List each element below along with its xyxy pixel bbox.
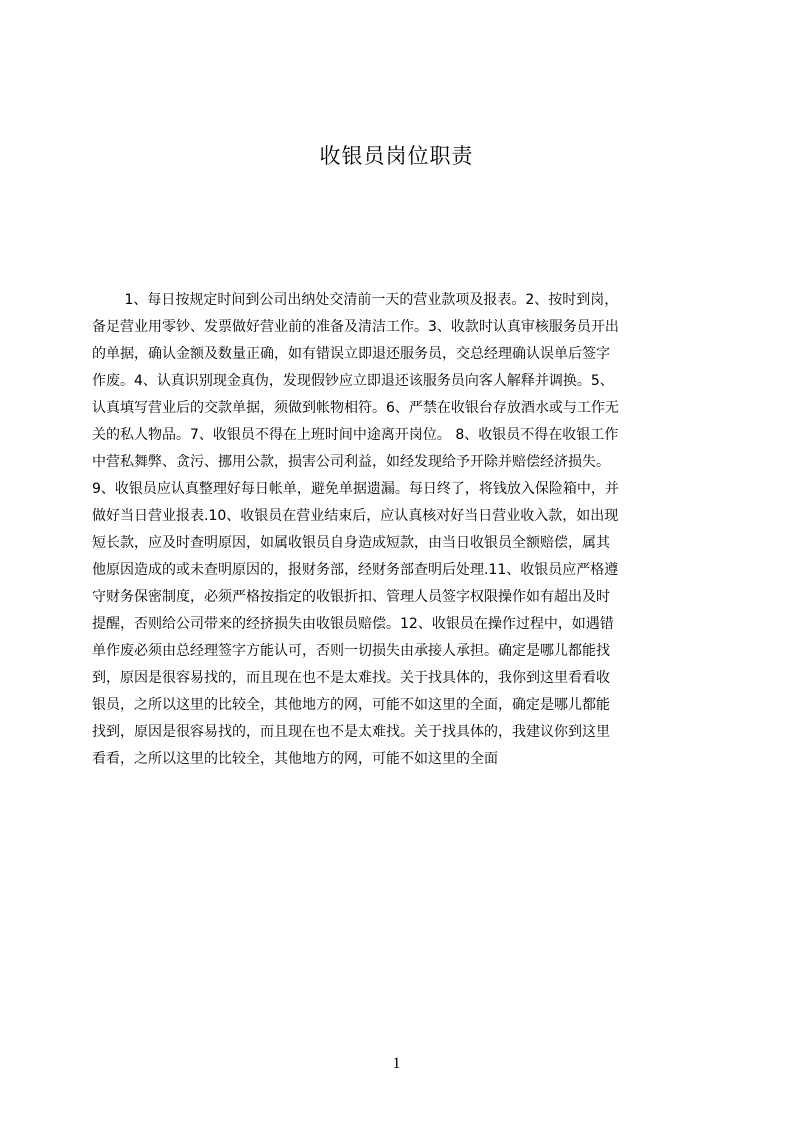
text-line: 做好当日营业报表.10、收银员在营业结束后，应认真核对好当日营业收入款，如出现 [92, 508, 619, 524]
text-line: 银员，之所以这里的比较全，其他地方的网，可能不如这里的全面，确定是哪儿都能 [92, 697, 610, 713]
text-line: 9、收银员应认真整理好每日帐单，避免单据遗漏。每日终了，将钱放入保险箱中，并 [92, 481, 619, 497]
text-line: 提醒，否则给公司带来的经挤损失由收银员赔偿。12、收银员在操作过程中，如遇错 [92, 616, 614, 632]
text-line: 关的私人物品。7、收银员不得在上班时间中途离开岗位。 8、收银员不得在收银工作 [92, 427, 619, 443]
text-line: 守财务保密制度，必须严格按指定的收银折扣、管理人员签字权限操作如有超出及时 [92, 589, 610, 605]
page-title: 收银员岗位职责 [319, 144, 474, 168]
body-paragraph [92, 287, 698, 781]
text-line: 到，原因是很容易找的，而且现在也不是太难找。关于找具体的，我你到这里看看收 [92, 670, 610, 686]
text-line: 单作废必须由总经理签字方能认可，否则一切损失由承接人承担。确定是哪儿都能找 [92, 643, 610, 659]
text-line: 备足营业用零钞、发票做好营业前的准备及清洁工作。3、收款时认真审核服务员开出 [92, 319, 619, 335]
text-line: 的单据，确认金额及数量正确，如有错误立即退还服务员，交总经理确认误单后签字 [92, 346, 610, 362]
text-line: 中营私舞弊、贪污、挪用公款，损害公司利益，如经发现给予开除并赔偿经济损失。 [92, 454, 610, 470]
text-line: 看看，之所以这里的比较全，其他地方的网，可能不如这里的全面 [92, 751, 498, 767]
text-line: 认真填写营业后的交款单据，须做到帐物相符。6、严禁在收银台存放酒水或与工作无 [92, 400, 619, 416]
text-line: 短长款，应及时查明原因，如属收银员自身造成短款，由当日收银员全额赔偿，属其 [92, 535, 610, 551]
page-number: 1 [392, 1055, 401, 1072]
text-line: 1、每日按规定时间到公司出纳处交清前一天的营业款项及报表。2、按时到岗， [92, 292, 619, 308]
text-line: 他原因造成的或未查明原因的，报财务部，经财务部查明后处理.11、收银员应严格遵 [92, 562, 619, 578]
text-line: 作废。4、认真识别现金真伪，发现假钞应立即退还该服务员向客人解释并调换。5、 [92, 373, 614, 389]
text-line: 找到，原因是很容易找的，而且现在也不是太难找。关于找具体的，我建议你到这里 [92, 724, 610, 740]
